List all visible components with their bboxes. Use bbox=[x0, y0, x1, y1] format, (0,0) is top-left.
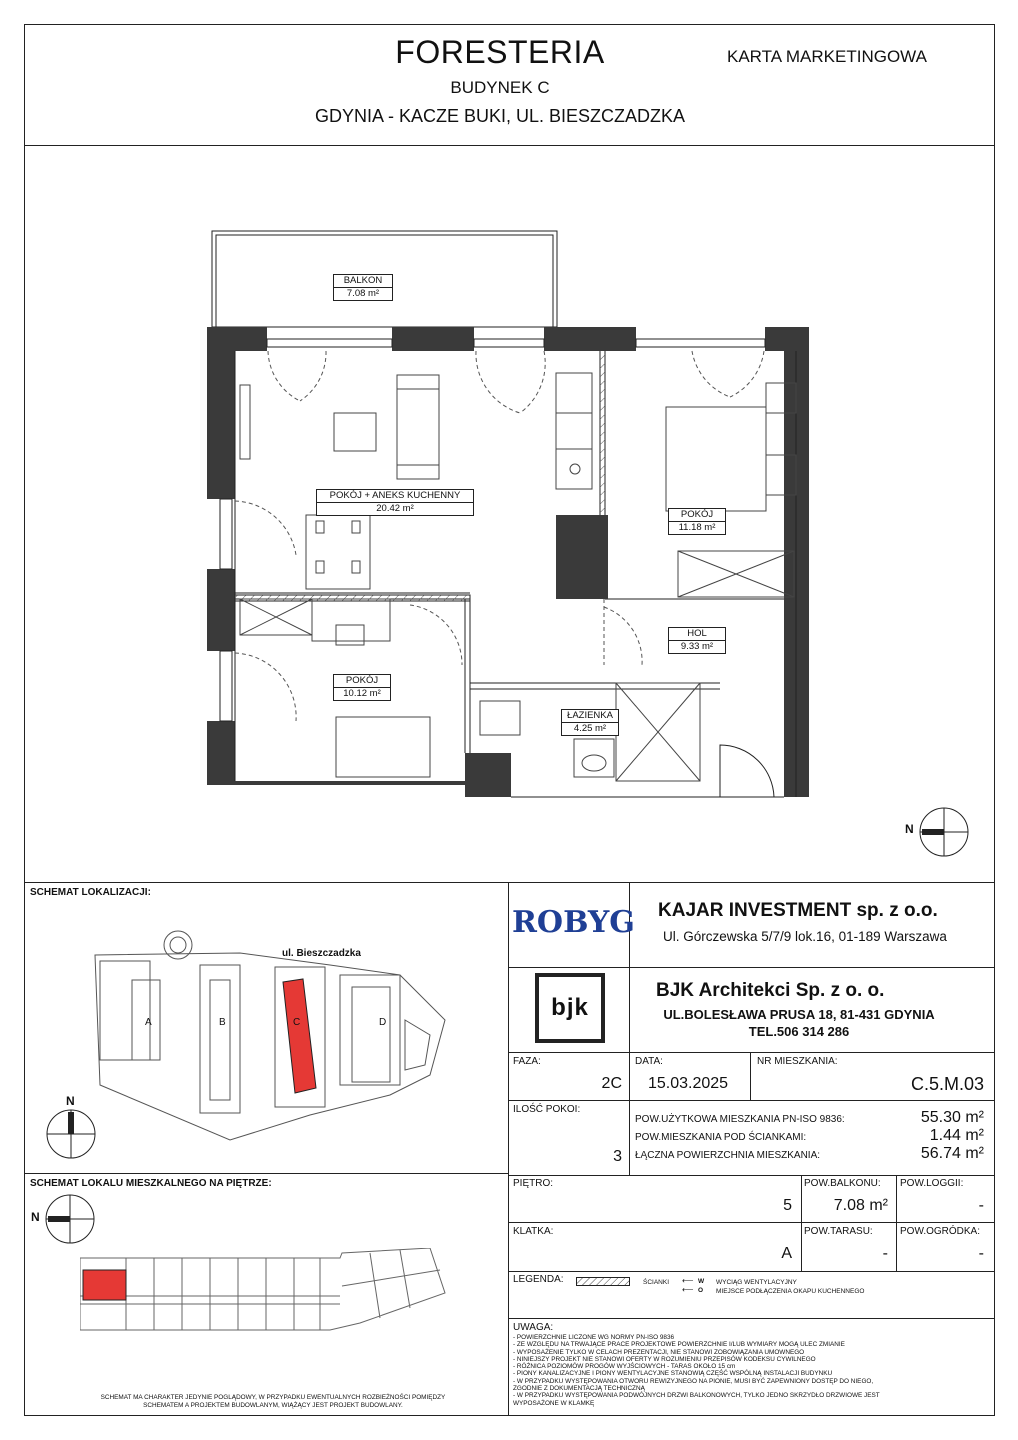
grid-v2 bbox=[750, 1052, 751, 1100]
interior-walls bbox=[235, 351, 796, 797]
location-compass-label: N bbox=[66, 1094, 75, 1108]
legend-hood-label: MIEJSCE PODŁĄCZENIA OKAPU KUCHENNEGO bbox=[716, 1288, 865, 1295]
legend-o-arrow-icon: ⟵ bbox=[682, 1285, 694, 1294]
entrance-door bbox=[720, 745, 774, 797]
note-line: - PIONY KANALIZACYJNE I PIONY WENTYLACYJNE STANOWIĄ CZĘŚĆ WSPÓLNĄ INSTALACJI BUDYNKU bbox=[513, 1370, 833, 1378]
legend-title: LEGENDA: bbox=[513, 1274, 564, 1285]
address: GDYNIA - KACZE BUKI, UL. BIESZCZADZKA bbox=[314, 106, 686, 126]
nr-value: C.5.M.03 bbox=[910, 1074, 984, 1094]
floor-scheme-disclaimer: SCHEMAT MA CHARAKTER JEDYNIE POGLĄDOWY, W PRZYPADKU EWENTUALNYCH ROZBIEŻNOŚCI POMIĘDZY SCHEMATEM A PROJEKTEM BUDOWLANYM, WIĄŻĄCY JEST PROJEKT BUDOWLANY. bbox=[100, 1394, 446, 1409]
grid-v3 bbox=[801, 1175, 802, 1271]
grid-h1 bbox=[508, 1100, 995, 1101]
legend-vent-label: WYCIĄG WENTYLACYJNY bbox=[716, 1279, 797, 1286]
faza-value: 2C bbox=[601, 1075, 622, 1092]
floor-compass-label: N bbox=[31, 1210, 40, 1224]
faza-label: FAZA: bbox=[513, 1056, 541, 1067]
pietro-value: 5 bbox=[783, 1197, 792, 1214]
outer-walls bbox=[207, 327, 809, 797]
arch-divider bbox=[508, 1052, 995, 1053]
compass-icon bbox=[918, 806, 970, 858]
grid-h4 bbox=[508, 1271, 995, 1272]
location-compass-icon bbox=[45, 1108, 97, 1160]
legend-w-mark: W bbox=[698, 1278, 705, 1285]
legend-walls-label: ŚCIANKI bbox=[643, 1279, 670, 1286]
robyg-logo: ROBYG bbox=[512, 905, 635, 940]
area-total-value: 56.74 m² bbox=[920, 1145, 984, 1162]
header-divider bbox=[24, 145, 995, 146]
room-label-bedroom-1: POKÓJ 11.18 m² bbox=[668, 508, 726, 535]
grid-h3 bbox=[508, 1222, 995, 1223]
highlighted-unit bbox=[83, 1270, 126, 1300]
room-label-bedroom-2: POKÓJ 10.12 m² bbox=[333, 674, 391, 701]
lower-left-divider bbox=[508, 882, 509, 1416]
area-total-label: ŁĄCZNA POWIERZCHNIA MIESZKANIA: bbox=[635, 1150, 821, 1161]
note-line: - RÓŻNICA POZIOMÓW PROGÓW WYJŚCIOWYCH - TARAS OKOŁO 15 cm bbox=[513, 1363, 736, 1371]
pokoje-value: 3 bbox=[613, 1148, 622, 1165]
architect-name: BJK Architekci Sp. z o. o. bbox=[656, 980, 885, 1001]
floor-plan bbox=[200, 225, 820, 805]
area-usable-value: 55.30 m² bbox=[920, 1109, 984, 1126]
area-walls-label: POW.MIESZKANIA POD ŚCIANKAMI: bbox=[635, 1132, 807, 1143]
bjk-logo-text: bjk bbox=[551, 994, 589, 1021]
area-usable-label: POW.UŻYTKOWA MIESZKANIA PN-ISO 9836: bbox=[635, 1114, 845, 1125]
data-value: 15.03.2025 bbox=[648, 1075, 729, 1092]
partition-hatch-2 bbox=[600, 351, 605, 515]
partition-hatch bbox=[235, 595, 470, 601]
note-line: - POWIERZCHNIE LICZONE WG NORMY PN-ISO 9836 bbox=[513, 1334, 675, 1341]
note-line: - W PRZYPADKU WYSTĘPOWANIA PODWÓJNYCH DRZWI BALKONOWYCH, TYLKO JEDNO SKRZYDŁO DRZWIOWE JEST WYPOSAŻONE W KLAMKĘ bbox=[513, 1392, 880, 1407]
project-title: FORESTERIA bbox=[395, 34, 605, 70]
location-scheme-title: SCHEMAT LOKALIZACJI: bbox=[30, 887, 151, 898]
building-b-label: B bbox=[219, 1017, 226, 1028]
building-a-label: A bbox=[145, 1017, 152, 1028]
developer-name: KAJAR INVESTMENT sp. z o.o. bbox=[658, 900, 938, 921]
grid-h5 bbox=[508, 1318, 995, 1319]
balkon-label: POW.BALKONU: bbox=[804, 1178, 881, 1189]
architect-address: UL.BOLESŁAWA PRUSA 18, 81-431 GDYNIA bbox=[663, 1007, 935, 1022]
note-line: - ZE WZGLĘDU NA TRWAJĄCE PRACE PROJEKTOWE POWIERZCHNIE I/LUB WYMIARY MOGĄ ULEC ZMIANIE bbox=[513, 1341, 845, 1349]
note-line: - WYPOSAŻENIE TYLKO W CELACH PREZENTACJI, NIE STANOWI ZOBOWIĄZANIA UMOWNEGO bbox=[513, 1348, 805, 1356]
grid-h2 bbox=[508, 1175, 995, 1176]
floor-scheme-map bbox=[80, 1248, 450, 1343]
pokoje-label: ILOŚĆ POKOI: bbox=[513, 1104, 581, 1115]
klatka-value: A bbox=[781, 1245, 792, 1262]
room-label-hall: HOL 9.33 m² bbox=[668, 627, 726, 654]
klatka-label: KLATKA: bbox=[513, 1226, 554, 1237]
grid-v1 bbox=[629, 1052, 630, 1176]
loggia-label: POW.LOGGII: bbox=[900, 1178, 964, 1189]
note-line: - W PRZYPADKU WYSTĘPOWANIA OTWORU REWIZYJNEGO NA PIONIE, MUSI BYĆ ZAPEWNIONY DOSTĘP DO NIEGO, ZGODNIE Z DOKUMENTACJĄ TECHNICZNĄ bbox=[513, 1377, 874, 1393]
bjk-logo bbox=[535, 973, 605, 1043]
floor-scheme-title: SCHEMAT LOKALU MIESZKALNEGO NA PIĘTRZE: bbox=[30, 1178, 272, 1189]
floor-compass-icon bbox=[44, 1193, 96, 1245]
taras-label: POW.TARASU: bbox=[804, 1226, 873, 1237]
furniture bbox=[240, 373, 796, 781]
ogrodek-label: POW.OGRÓDKA: bbox=[900, 1226, 981, 1237]
room-label-balkon: BALKON 7.08 m² bbox=[333, 274, 393, 301]
room-label-bathroom: ŁAZIENKA 4.25 m² bbox=[561, 709, 619, 736]
taras-value: - bbox=[882, 1245, 888, 1262]
notes-list bbox=[513, 1334, 983, 1407]
balkon-value: 7.08 m² bbox=[833, 1197, 888, 1214]
building-c-label: C bbox=[293, 1017, 301, 1028]
loggia-value: - bbox=[978, 1197, 984, 1214]
building-name: BUDYNEK C bbox=[450, 78, 550, 97]
highlighted-building bbox=[283, 979, 316, 1093]
data-label: DATA: bbox=[635, 1056, 663, 1067]
area-walls-value: 1.44 m² bbox=[929, 1127, 984, 1144]
wall-shaft bbox=[556, 515, 608, 599]
nr-label: NR MIESZKANIA: bbox=[757, 1056, 838, 1067]
architect-phone: TEL.506 314 286 bbox=[748, 1024, 850, 1039]
location-map bbox=[90, 925, 450, 1150]
developer-address: Ul. Górczewska 5/7/9 lok.16, 01-189 Warszawa bbox=[663, 929, 947, 944]
note-line: - NINIEJSZY PROJEKT NIE STANOWI OFERTY W ROZUMIENIU PRZEPISÓW KODEKSU CYWILNEGO bbox=[513, 1355, 816, 1363]
room-label-living-kitchen: POKÓJ + ANEKS KUCHENNY 20.42 m² bbox=[316, 489, 474, 516]
compass-north-label: N bbox=[905, 822, 914, 836]
grid-v4 bbox=[896, 1175, 897, 1271]
building-d-label: D bbox=[379, 1017, 387, 1028]
card-type: KARTA MARKETINGOWA bbox=[727, 47, 927, 66]
legend-wall-swatch bbox=[576, 1277, 630, 1286]
legend-o-mark: O bbox=[698, 1287, 704, 1294]
pietro-label: PIĘTRO: bbox=[513, 1178, 554, 1189]
dev-divider bbox=[508, 967, 995, 968]
plan-divider bbox=[24, 882, 995, 883]
legend-w-arrow-icon: ⟵ bbox=[682, 1276, 694, 1285]
ogrodek-value: - bbox=[978, 1245, 984, 1262]
notes-title: UWAGA: bbox=[513, 1322, 554, 1333]
location-street: ul. Bieszczadzka bbox=[282, 948, 361, 959]
scheme-divider bbox=[24, 1173, 508, 1174]
